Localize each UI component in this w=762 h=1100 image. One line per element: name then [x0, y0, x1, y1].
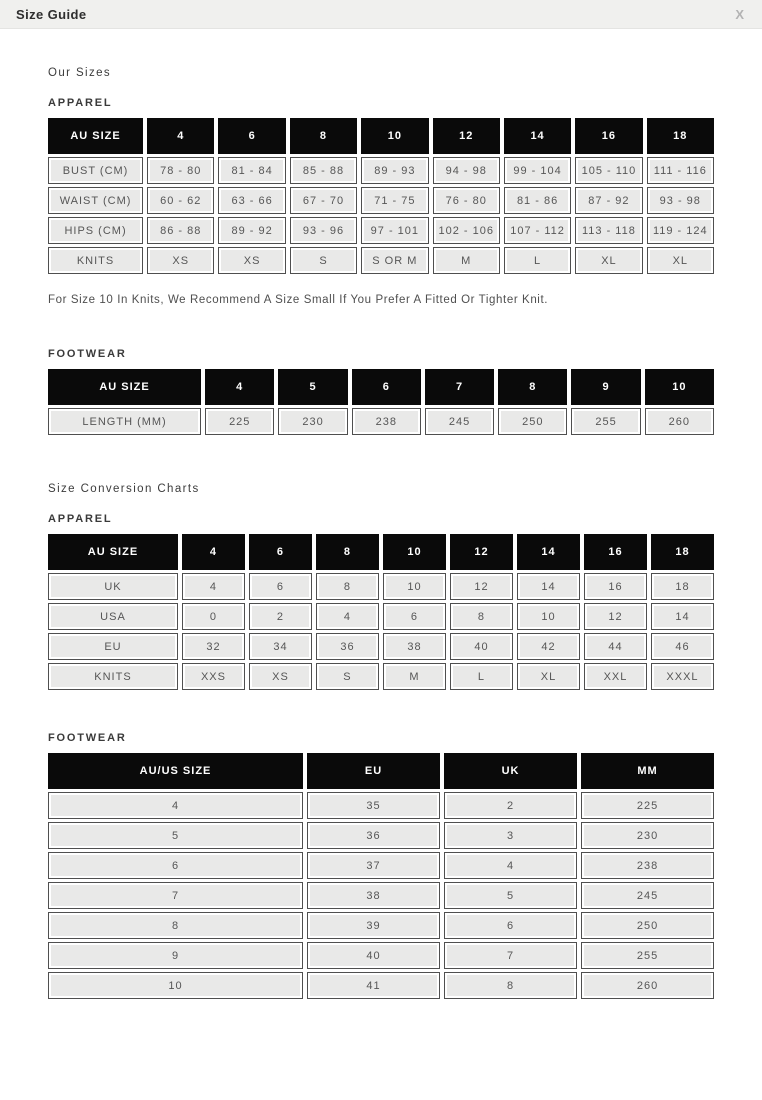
table-row [48, 408, 714, 435]
column-header: 6 [352, 369, 421, 405]
column-header: 8 [498, 369, 567, 405]
row-header-cell: UK [48, 573, 178, 600]
value-cell: S [290, 247, 357, 274]
value-cell: 46 [651, 633, 714, 660]
column-header: AU SIZE [48, 534, 178, 570]
value-cell: 225 [581, 792, 714, 819]
value-cell: 63 - 66 [218, 187, 285, 214]
row-header-cell: EU [48, 633, 178, 660]
value-cell: 32 [182, 633, 245, 660]
value-cell: 102 - 106 [433, 217, 500, 244]
value-cell: 2 [444, 792, 577, 819]
value-cell: 4 [182, 573, 245, 600]
table-header-row [48, 753, 714, 789]
value-cell: 111 - 116 [647, 157, 714, 184]
value-cell: S [316, 663, 379, 690]
value-cell: 12 [584, 603, 647, 630]
knits-note: For Size 10 In Knits, We Recommend A Size Small If You Prefer A Fitted Or Tighter Knit. [48, 294, 549, 306]
value-cell: 36 [316, 633, 379, 660]
value-cell: 14 [651, 603, 714, 630]
column-header: 4 [182, 534, 245, 570]
table-header-row [48, 534, 714, 570]
value-cell: 255 [571, 408, 640, 435]
value-cell: 40 [450, 633, 513, 660]
column-header: 18 [651, 534, 714, 570]
value-cell: 4 [444, 852, 577, 879]
value-cell: L [450, 663, 513, 690]
modal-content [0, 29, 762, 1002]
row-header-cell: KNITS [48, 247, 143, 274]
our-sizes-footwear-table [44, 366, 718, 438]
value-cell: 105 - 110 [575, 157, 642, 184]
value-cell: XXL [584, 663, 647, 690]
table-row [48, 633, 714, 660]
value-cell: 255 [581, 942, 714, 969]
value-cell: 38 [383, 633, 446, 660]
value-cell: M [383, 663, 446, 690]
value-cell: XL [517, 663, 580, 690]
value-cell: 93 - 98 [647, 187, 714, 214]
table-row [48, 972, 714, 999]
table-row [48, 247, 714, 274]
value-cell: 230 [581, 822, 714, 849]
value-cell: 87 - 92 [575, 187, 642, 214]
table-row [48, 217, 714, 244]
value-cell: 250 [581, 912, 714, 939]
label-our-sizes-footwear: FOOTWEAR [48, 348, 127, 360]
value-cell: 67 - 70 [290, 187, 357, 214]
table-row [48, 573, 714, 600]
table-header-row [48, 369, 714, 405]
value-cell: 41 [307, 972, 440, 999]
row-header-cell: 8 [48, 912, 303, 939]
value-cell: 12 [450, 573, 513, 600]
row-header-cell: USA [48, 603, 178, 630]
table-row [48, 822, 714, 849]
value-cell: 99 - 104 [504, 157, 571, 184]
column-header: 18 [647, 118, 714, 154]
section-title-conversion: Size Conversion Charts [48, 483, 200, 495]
table-header-row [48, 118, 714, 154]
value-cell: 89 - 93 [361, 157, 428, 184]
value-cell: 38 [307, 882, 440, 909]
value-cell: 36 [307, 822, 440, 849]
value-cell: 94 - 98 [433, 157, 500, 184]
table-row [48, 942, 714, 969]
row-header-cell: 10 [48, 972, 303, 999]
row-header-cell: KNITS [48, 663, 178, 690]
column-header: 10 [645, 369, 714, 405]
table-row [48, 157, 714, 184]
value-cell: 16 [584, 573, 647, 600]
column-header: 8 [290, 118, 357, 154]
row-header-cell: 7 [48, 882, 303, 909]
value-cell: S OR M [361, 247, 428, 274]
value-cell: 42 [517, 633, 580, 660]
value-cell: 4 [316, 603, 379, 630]
value-cell: XXXL [651, 663, 714, 690]
value-cell: 2 [249, 603, 312, 630]
value-cell: 71 - 75 [361, 187, 428, 214]
conversion-footwear-table [44, 750, 718, 1002]
column-header: 8 [316, 534, 379, 570]
value-cell: 76 - 80 [433, 187, 500, 214]
value-cell: 238 [581, 852, 714, 879]
value-cell: XS [218, 247, 285, 274]
value-cell: 81 - 84 [218, 157, 285, 184]
table-row [48, 912, 714, 939]
column-header: 6 [218, 118, 285, 154]
conversion-apparel-table [44, 531, 718, 693]
modal-titlebar [0, 0, 762, 29]
column-header: UK [444, 753, 577, 789]
value-cell: 250 [498, 408, 567, 435]
column-header: 10 [361, 118, 428, 154]
value-cell: 8 [444, 972, 577, 999]
row-header-cell: 9 [48, 942, 303, 969]
value-cell: 18 [651, 573, 714, 600]
value-cell: 6 [444, 912, 577, 939]
value-cell: 260 [581, 972, 714, 999]
table-row [48, 663, 714, 690]
column-header: 16 [584, 534, 647, 570]
value-cell: 35 [307, 792, 440, 819]
label-conversion-apparel: APPAREL [48, 513, 113, 525]
value-cell: 0 [182, 603, 245, 630]
table-row [48, 792, 714, 819]
row-header-cell: 4 [48, 792, 303, 819]
row-header-cell: BUST (CM) [48, 157, 143, 184]
value-cell: 107 - 112 [504, 217, 571, 244]
value-cell: 97 - 101 [361, 217, 428, 244]
row-header-cell: LENGTH (MM) [48, 408, 201, 435]
value-cell: 238 [352, 408, 421, 435]
value-cell: 93 - 96 [290, 217, 357, 244]
row-header-cell: HIPS (CM) [48, 217, 143, 244]
value-cell: 40 [307, 942, 440, 969]
value-cell: 44 [584, 633, 647, 660]
value-cell: 119 - 124 [647, 217, 714, 244]
column-header: 10 [383, 534, 446, 570]
value-cell: 60 - 62 [147, 187, 214, 214]
value-cell: XL [647, 247, 714, 274]
value-cell: 89 - 92 [218, 217, 285, 244]
value-cell: 8 [450, 603, 513, 630]
value-cell: 78 - 80 [147, 157, 214, 184]
column-header: 12 [433, 118, 500, 154]
value-cell: 8 [316, 573, 379, 600]
value-cell: 34 [249, 633, 312, 660]
column-header: EU [307, 753, 440, 789]
value-cell: XXS [182, 663, 245, 690]
value-cell: 3 [444, 822, 577, 849]
value-cell: 10 [517, 603, 580, 630]
value-cell: 6 [249, 573, 312, 600]
value-cell: 5 [444, 882, 577, 909]
value-cell: M [433, 247, 500, 274]
value-cell: 81 - 86 [504, 187, 571, 214]
value-cell: XS [147, 247, 214, 274]
column-header: AU/US SIZE [48, 753, 303, 789]
column-header: 4 [147, 118, 214, 154]
column-header: 14 [517, 534, 580, 570]
value-cell: L [504, 247, 571, 274]
value-cell: 85 - 88 [290, 157, 357, 184]
table-row [48, 852, 714, 879]
column-header: 5 [278, 369, 347, 405]
column-header: AU SIZE [48, 369, 201, 405]
value-cell: 113 - 118 [575, 217, 642, 244]
table-row [48, 187, 714, 214]
row-header-cell: WAIST (CM) [48, 187, 143, 214]
column-header: AU SIZE [48, 118, 143, 154]
table-row [48, 882, 714, 909]
close-icon[interactable]: X [735, 6, 744, 22]
our-sizes-apparel-table [44, 115, 718, 277]
page-title: Size Guide [16, 6, 87, 22]
label-our-sizes-apparel: APPAREL [48, 97, 113, 109]
column-header: 4 [205, 369, 274, 405]
value-cell: 14 [517, 573, 580, 600]
value-cell: 260 [645, 408, 714, 435]
column-header: 14 [504, 118, 571, 154]
row-header-cell: 5 [48, 822, 303, 849]
column-header: 6 [249, 534, 312, 570]
value-cell: 245 [425, 408, 494, 435]
column-header: 12 [450, 534, 513, 570]
value-cell: 6 [383, 603, 446, 630]
label-conversion-footwear: FOOTWEAR [48, 732, 127, 744]
column-header: 9 [571, 369, 640, 405]
value-cell: 245 [581, 882, 714, 909]
value-cell: 39 [307, 912, 440, 939]
value-cell: 37 [307, 852, 440, 879]
value-cell: XS [249, 663, 312, 690]
value-cell: 230 [278, 408, 347, 435]
value-cell: 86 - 88 [147, 217, 214, 244]
row-header-cell: 6 [48, 852, 303, 879]
value-cell: XL [575, 247, 642, 274]
value-cell: 10 [383, 573, 446, 600]
column-header: 16 [575, 118, 642, 154]
value-cell: 225 [205, 408, 274, 435]
value-cell: 7 [444, 942, 577, 969]
section-title-our-sizes: Our Sizes [48, 67, 112, 79]
column-header: 7 [425, 369, 494, 405]
column-header: MM [581, 753, 714, 789]
table-row [48, 603, 714, 630]
